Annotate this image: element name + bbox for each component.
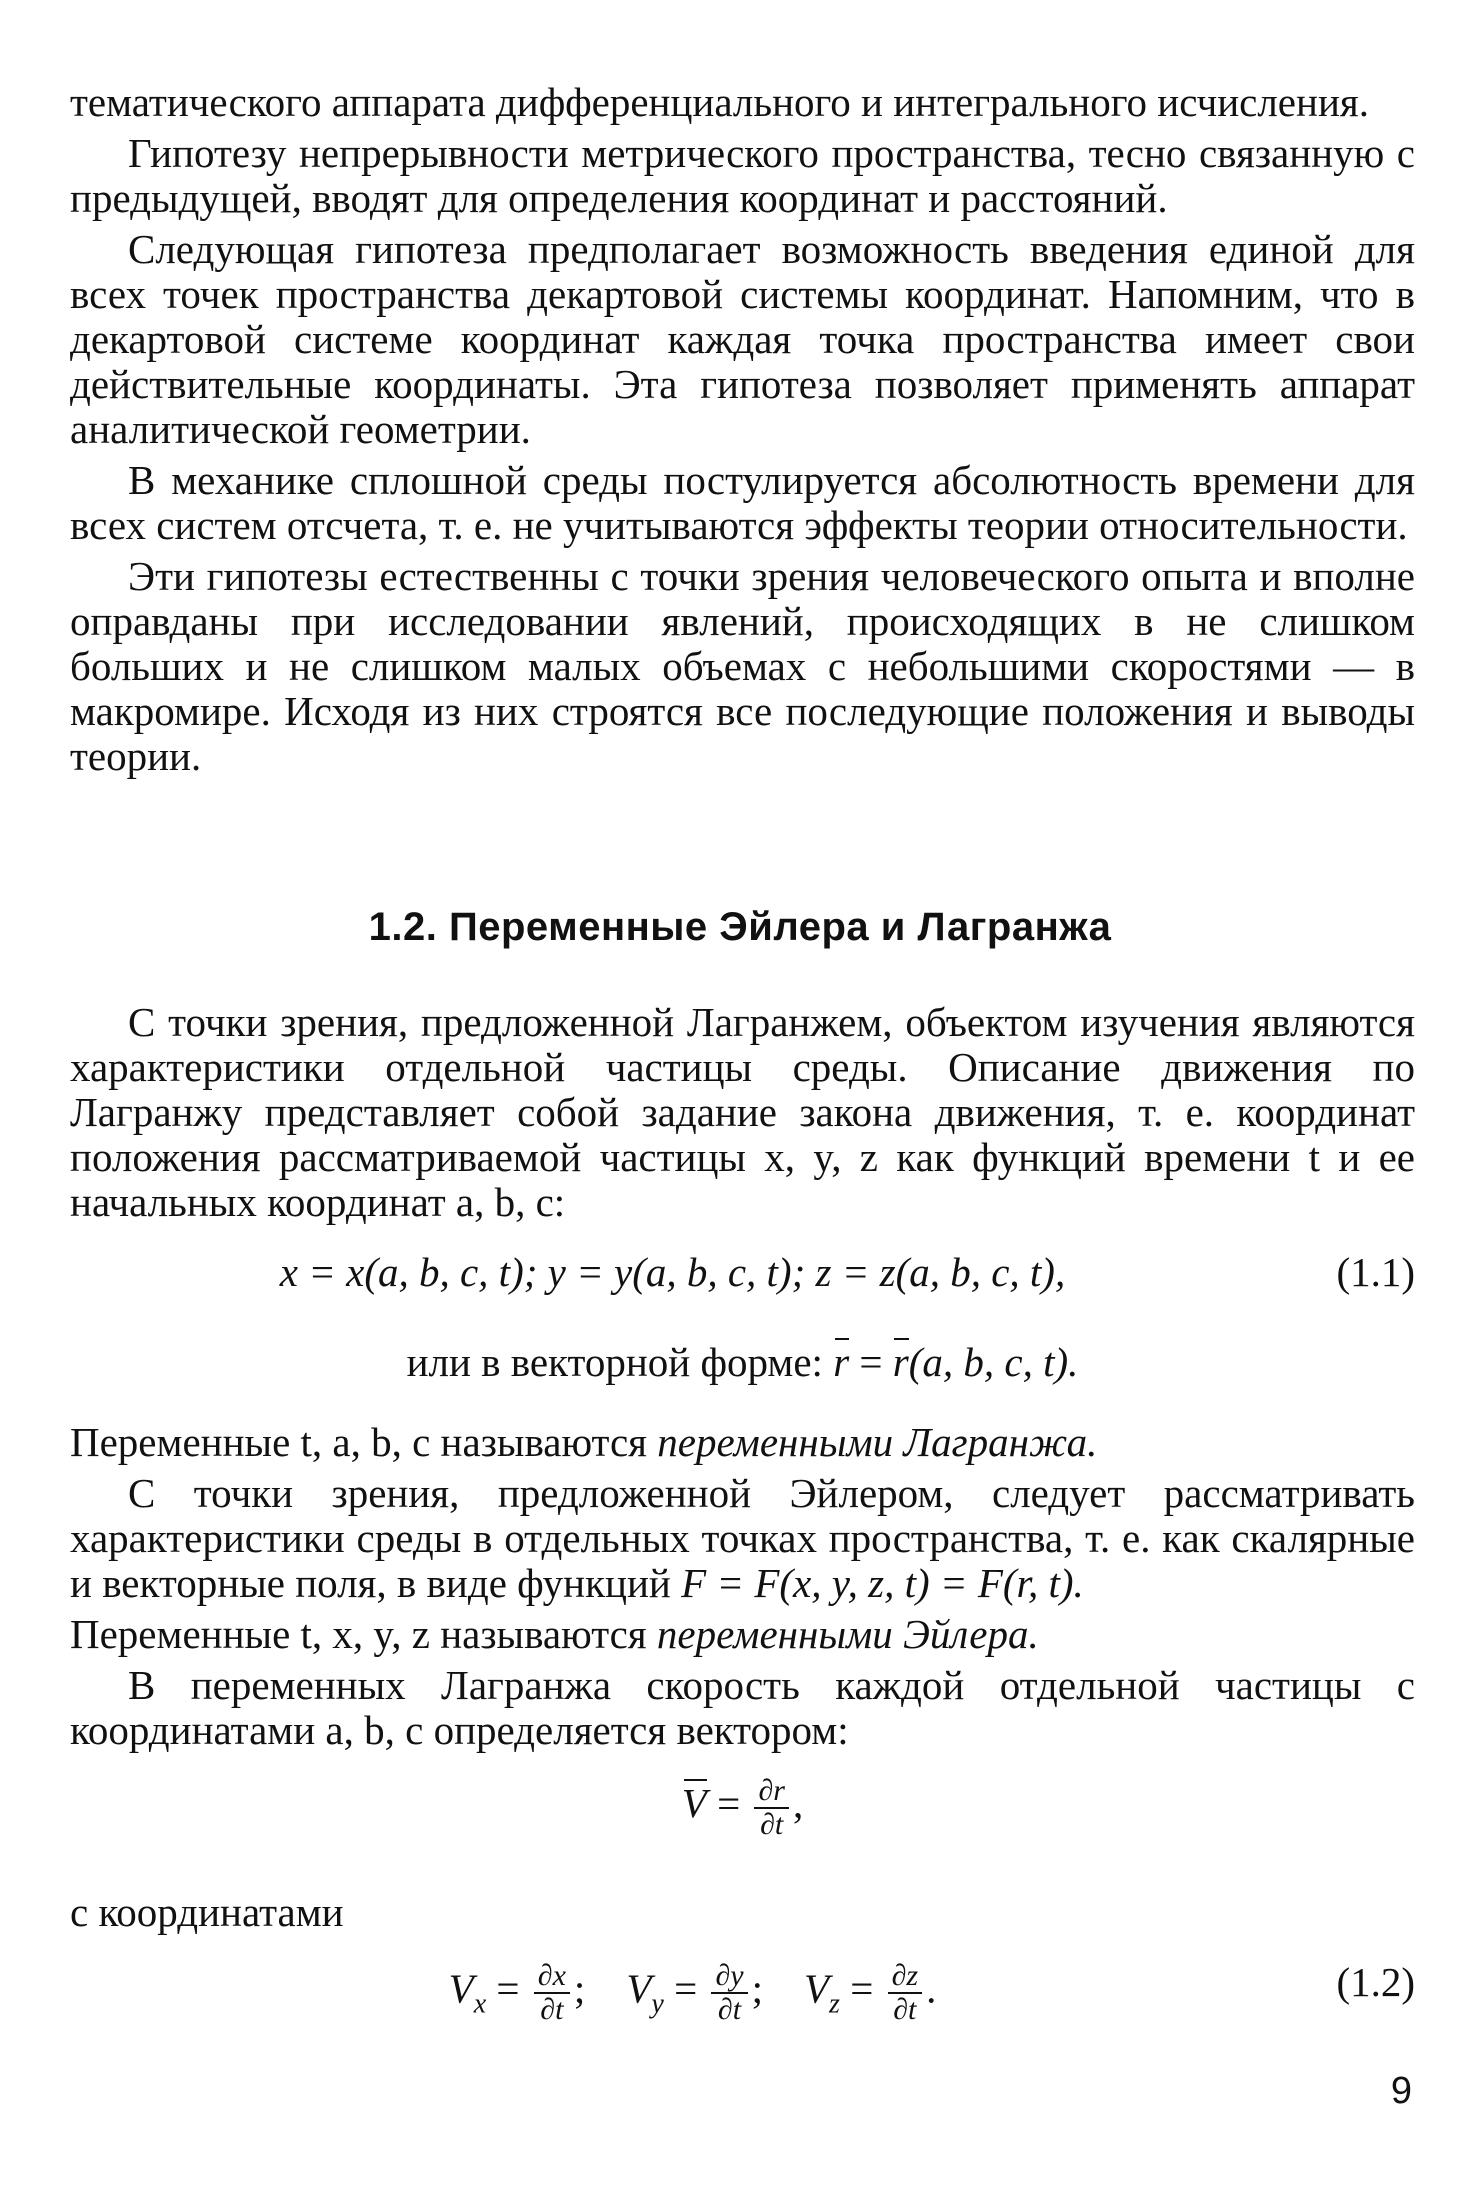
page-number: 9 — [1390, 2070, 1412, 2112]
vy-fraction — [711, 1960, 747, 2026]
fraction-numerator: ∂z — [888, 1960, 923, 1994]
paragraph: С точки зрения, предложенной Лагранжем, объектом изучения являются характеристики отдельной частицы среды. Описание движения по Лагранжу представляет собой задание закона движения, т. е. координат положения рассматриваемой частицы x, y, z как функций времени t и ее начальных координат a, b, c: — [70, 999, 1415, 1225]
vz-subscript: z — [829, 1988, 840, 2020]
euler-field-formula: F = F(x, y, z, t) = F(r, t). — [681, 1560, 1084, 1606]
term-lagrange: переменными Лагранжа. — [657, 1419, 1098, 1465]
intro-text — [70, 80, 1415, 785]
paragraph-text: С точки зрения, предложенной Эйлером, следует рассматривать характеристики среды в отдельных точках пространства, т. е. как скалярные и векторные поля, в виде функций — [70, 1470, 1415, 1606]
paragraph: В механике сплошной среды постулируется абсолютность времени для всех систем отсчета, т. е. не учитываются эффекты теории относительности. — [70, 457, 1415, 548]
with-coordinates — [70, 1890, 1415, 1941]
fraction-numerator: ∂r — [754, 1775, 789, 1809]
paragraph: с координатами — [70, 1889, 344, 1935]
vz-symbol: V — [803, 1965, 830, 2012]
paragraph — [70, 1471, 1415, 1606]
vx-fraction — [534, 1960, 570, 2026]
fraction-denominator: ∂t — [893, 1993, 917, 2026]
paragraph-text: Переменные t, a, b, c называются — [70, 1419, 658, 1465]
vy-subscript: y — [651, 1988, 664, 2020]
fraction-denominator: ∂t — [760, 1808, 784, 1841]
vector-form-args: (a, b, c, t). — [908, 1339, 1079, 1385]
paragraph — [70, 1420, 1415, 1465]
equation-body: x = x(a, b, c, t); y = y(a, b, c, t); z = z(a, b, c, t), — [279, 1249, 1066, 1295]
velocity-formula-body: V = $\frac{\partial r}{\partial t}$ , — [681, 1774, 804, 1841]
equation-body: $V_x$ = $\frac{\partial x}{\partial t}$ ; $V_y$ = $\frac{\partial y}{\partial t}$ ; $V_z$ = $\frac{\partial z}{\partial t}$ . — [448, 1959, 937, 2026]
section-heading: 1.2. Переменные Эйлера и Лагранжа — [368, 905, 1112, 949]
fraction-numerator: ∂y — [711, 1960, 747, 1994]
vector-form-label: или в векторной форме: — [406, 1339, 823, 1385]
vx-symbol: V — [448, 1965, 474, 2012]
section-text-2 — [70, 1420, 1415, 1759]
term-euler: переменными Эйлера. — [656, 1611, 1039, 1657]
fraction-numerator: ∂x — [534, 1960, 570, 1994]
paragraph: Гипотезу непрерывности метрического пространства, тесно связанную с предыдущей, вводят для определения координат и расстояний. — [70, 130, 1415, 221]
equation-number: (1.1) — [1336, 1249, 1415, 1295]
vector-r-rhs: r — [892, 1339, 909, 1385]
fraction-denominator: ∂t — [717, 1993, 742, 2026]
section-text-1 — [70, 1000, 1415, 1231]
vz-fraction — [888, 1960, 923, 2026]
velocity-fraction — [754, 1775, 789, 1841]
paragraph-text: Переменные t, x, y, z называются — [70, 1611, 657, 1657]
vector-r: r — [833, 1339, 850, 1385]
velocity-vector: V — [681, 1780, 707, 1827]
paragraph: тематического аппарата дифференциального и интегрального исчисления. — [70, 79, 1369, 125]
fraction-denominator: ∂t — [540, 1993, 564, 2026]
paragraph: В переменных Лагранжа скорость каждой отдельной частицы с координатами a, b, c определяется вектором: — [70, 1662, 1415, 1753]
vx-subscript: x — [473, 1988, 487, 2020]
paragraph: Следующая гипотеза предполагает возможность введения единой для всех точек пространства декартовой системы координат. Напомним, что в декартовой системе координат каждая точка пространства имеет свои действительные координаты. Эта гипотеза позволяет применять аппарат аналитической геометрии. — [70, 226, 1415, 452]
equation-number: (1.2) — [1336, 1959, 1415, 2005]
paragraph: Эти гипотезы естественны с точки зрения человеческого опыта и вполне оправданы при исследовании явлений, происходящих в не слишком больших и не слишком малых объемах с небольшими скоростями — в макромире. Исходя из них строятся все последующие положения и выводы теории. — [70, 553, 1415, 779]
vector-form: или в векторной форме: r = r(a, b, c, t). — [406, 1339, 1079, 1385]
vy-symbol: V — [626, 1965, 652, 2012]
paragraph — [70, 1612, 1415, 1657]
